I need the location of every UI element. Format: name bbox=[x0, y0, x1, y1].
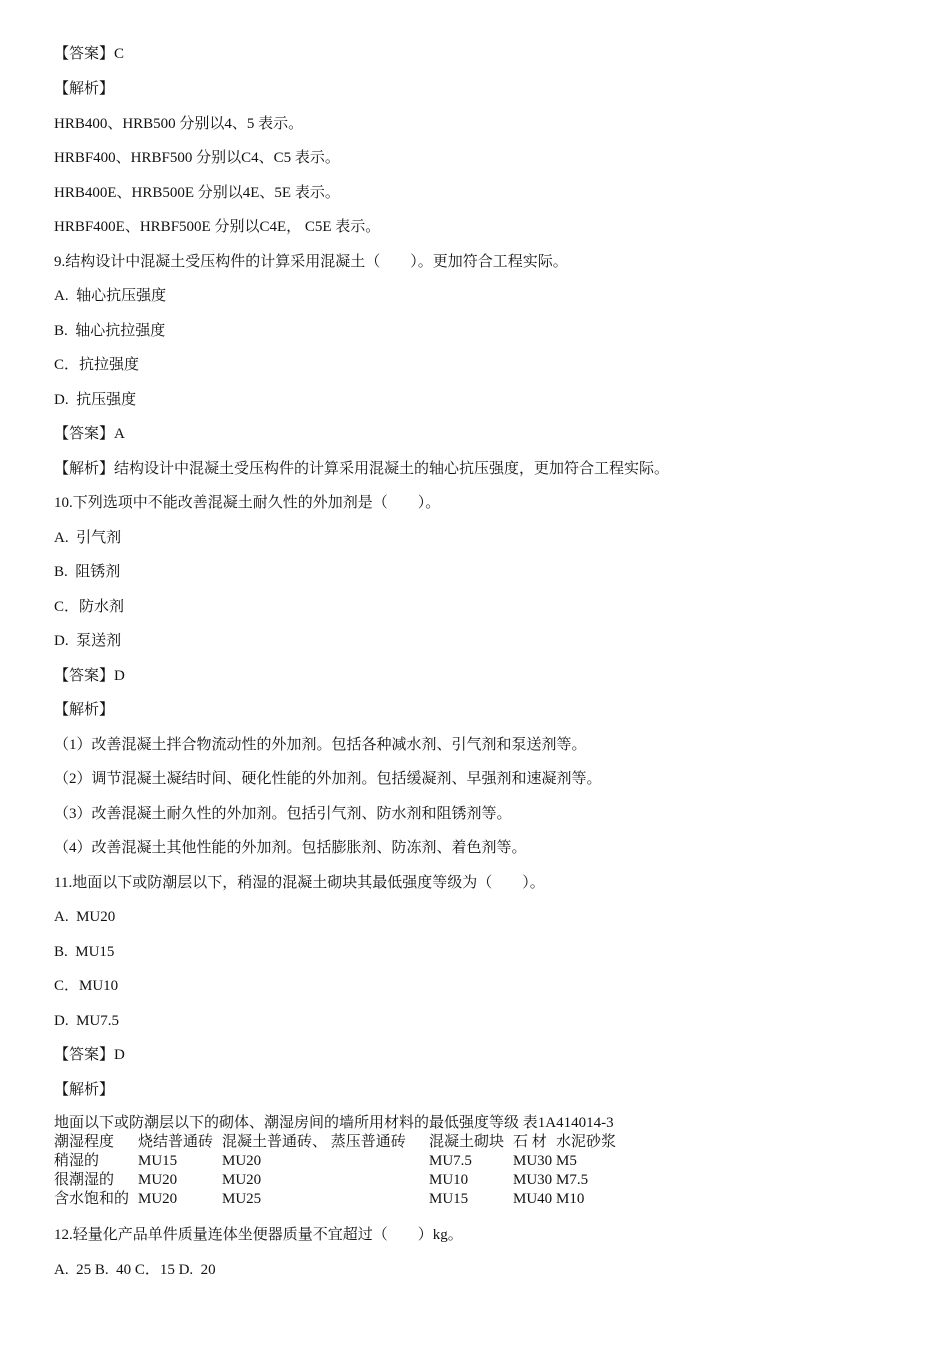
table-header-cell: 混凝土普通砖、 蒸压普通砖 bbox=[222, 1134, 406, 1150]
answer-q10: 【答案】D bbox=[54, 668, 125, 684]
analysis-q10-line-3: （3）改善混凝土耐久性的外加剂。包括引气剂、防水剂和阻锈剂等。 bbox=[54, 806, 512, 822]
table-header-cell: 水泥砂浆 bbox=[556, 1134, 617, 1150]
table-row bbox=[54, 1152, 654, 1171]
table-cell: MU30 bbox=[513, 1172, 553, 1188]
table-cell: M5 bbox=[556, 1153, 577, 1169]
table-row bbox=[54, 1171, 654, 1190]
q11-option-c: C．MU10 bbox=[54, 978, 119, 994]
table-header-cell: 石 材 bbox=[513, 1134, 547, 1150]
table-cell: 稍湿的 bbox=[54, 1153, 100, 1169]
analysis-q8-line-1: HRB400、HRB500 分别以4、5 表示。 bbox=[54, 116, 304, 132]
table-cell: MU15 bbox=[138, 1153, 178, 1169]
table-cell: MU7.5 bbox=[429, 1153, 472, 1169]
q12-options: A. 25 B. 40 C．15 D. 20 bbox=[54, 1262, 216, 1278]
table-cell: MU40 bbox=[513, 1191, 553, 1207]
analysis-q10-line-1: （1）改善混凝土拌合物流动性的外加剂。包括各种减水剂、引气剂和泵送剂等。 bbox=[54, 737, 587, 753]
analysis-q8-line-3: HRB400E、HRB500E 分别以4E、5E 表示。 bbox=[54, 185, 340, 201]
q11-option-b: B. MU15 bbox=[54, 944, 115, 960]
question-9: 9.结构设计中混凝土受压构件的计算采用混凝土（ ）。更加符合工程实际。 bbox=[54, 254, 568, 270]
analysis-q10-line-4: （4）改善混凝土其他性能的外加剂。包括膨胀剂、防冻剂、着色剂等。 bbox=[54, 840, 527, 856]
q10-option-a: A. 引气剂 bbox=[54, 530, 122, 546]
table-cell: MU10 bbox=[429, 1172, 469, 1188]
question-11: 11.地面以下或防潮层以下，稍湿的混凝土砌块其最低强度等级为（ ）。 bbox=[54, 875, 545, 891]
table-cell: M10 bbox=[556, 1191, 585, 1207]
q9-option-c: C．抗拉强度 bbox=[54, 357, 140, 373]
table-header-row bbox=[54, 1133, 654, 1152]
table-cell: MU20 bbox=[222, 1172, 262, 1188]
table-cell: MU20 bbox=[222, 1153, 262, 1169]
table-cell: MU30 bbox=[513, 1153, 553, 1169]
table-header-cell: 烧结普通砖 bbox=[138, 1134, 214, 1150]
table-cell: MU20 bbox=[138, 1172, 178, 1188]
table-title: 地面以下或防潮层以下的砌体、潮湿房间的墙所用材料的最低强度等级 表1A414014-3 bbox=[54, 1115, 614, 1131]
answer-q8: 【答案】C bbox=[54, 46, 125, 62]
table-cell: 很潮湿的 bbox=[54, 1172, 115, 1188]
analysis-q8-line-4: HRBF400E、HRBF500E 分别以C4E， C5E 表示。 bbox=[54, 219, 381, 235]
answer-q11: 【答案】D bbox=[54, 1047, 125, 1063]
table-cell: MU15 bbox=[429, 1191, 469, 1207]
q10-option-c: C．防水剂 bbox=[54, 599, 125, 615]
table-cell: M7.5 bbox=[556, 1172, 589, 1188]
table-cell: 含水饱和的 bbox=[54, 1191, 130, 1207]
q9-option-d: D. 抗压强度 bbox=[54, 392, 137, 408]
q10-option-d: D. 泵送剂 bbox=[54, 633, 122, 649]
table-cell: MU20 bbox=[138, 1191, 178, 1207]
analysis-q10-line-2: （2）调节混凝土凝结时间、硬化性能的外加剂。包括缓凝剂、早强剂和速凝剂等。 bbox=[54, 771, 602, 787]
table-cell: MU25 bbox=[222, 1191, 262, 1207]
analysis-label-q11: 【解析】 bbox=[54, 1082, 115, 1098]
analysis-q8-line-2: HRBF400、HRBF500 分别以C4、C5 表示。 bbox=[54, 150, 340, 166]
q9-option-b: B. 轴心抗拉强度 bbox=[54, 323, 166, 339]
analysis-label-q8: 【解析】 bbox=[54, 81, 115, 97]
analysis-label-q10: 【解析】 bbox=[54, 702, 115, 718]
answer-q9: 【答案】A bbox=[54, 426, 125, 442]
q11-option-a: A. MU20 bbox=[54, 909, 116, 925]
table-header-cell: 潮湿程度 bbox=[54, 1134, 115, 1150]
analysis-q9: 【解析】结构设计中混凝土受压构件的计算采用混凝土的轴心抗压强度，更加符合工程实际。 bbox=[54, 461, 670, 477]
q10-option-b: B. 阻锈剂 bbox=[54, 564, 121, 580]
q9-option-a: A. 轴心抗压强度 bbox=[54, 288, 167, 304]
question-10: 10.下列选项中不能改善混凝土耐久性的外加剂是（ ）。 bbox=[54, 495, 441, 511]
table-row bbox=[54, 1190, 654, 1209]
question-12: 12.轻量化产品单件质量连体坐便器质量不宜超过（ ）kg。 bbox=[54, 1227, 463, 1243]
table-header-cell: 混凝土砌块 bbox=[429, 1134, 505, 1150]
q11-option-d: D. MU7.5 bbox=[54, 1013, 120, 1029]
